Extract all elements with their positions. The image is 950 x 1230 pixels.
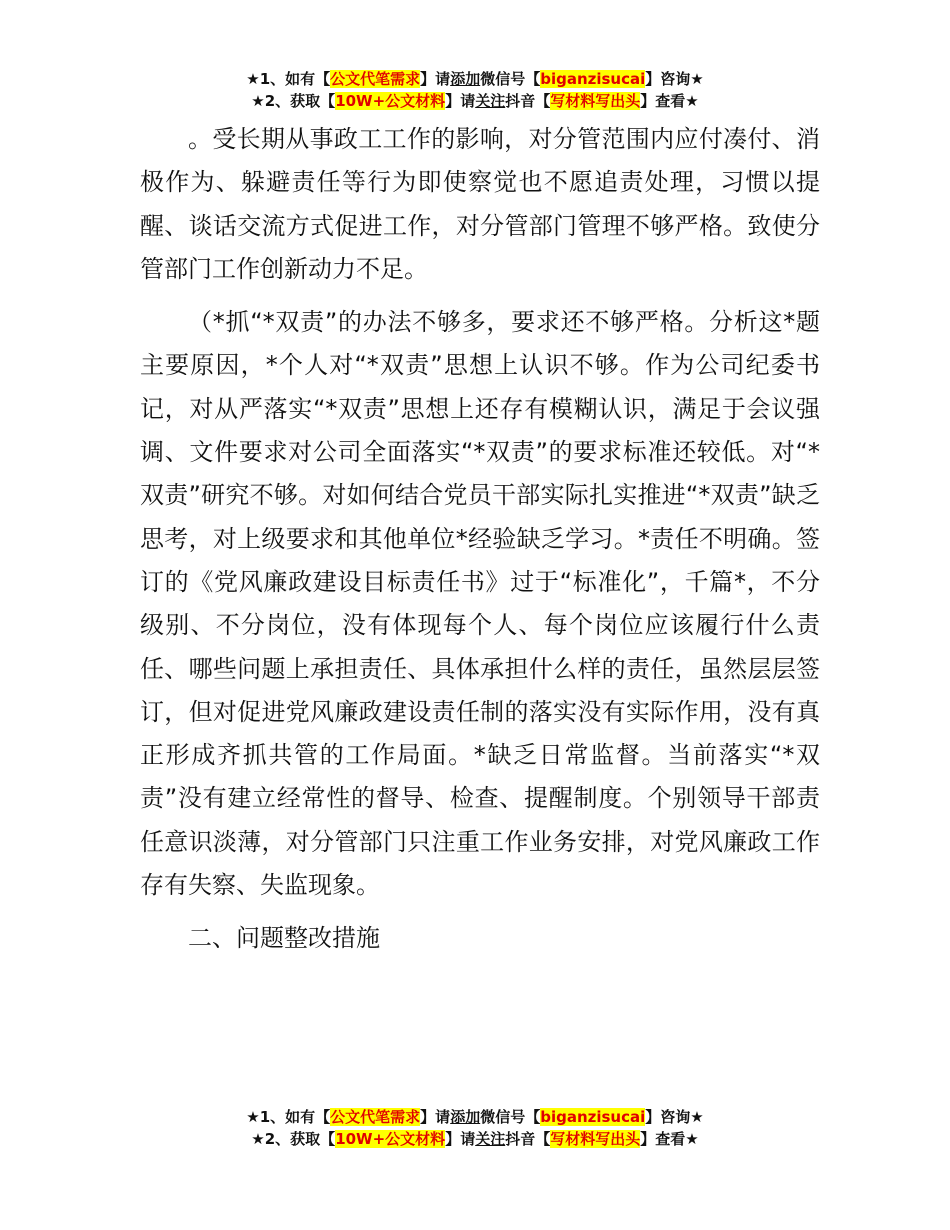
banner-text: 】查看★: [640, 92, 699, 110]
underlined-text: 关注: [475, 92, 506, 110]
highlight-materials: 10W+公文材料: [335, 1130, 446, 1148]
banner-text: 】咨询★: [645, 1108, 704, 1126]
banner-text: 抖音【: [505, 92, 551, 110]
banner-line-1: [0, 1106, 950, 1128]
banner-text: 微信号【: [480, 70, 541, 88]
banner-text: 】请: [420, 70, 451, 88]
banner-text: 微信号【: [480, 1108, 541, 1126]
banner-text: 】请: [445, 92, 476, 110]
banner-text: 】查看★: [640, 1130, 699, 1148]
banner-text: ★2、获取【: [251, 1130, 336, 1148]
header-banner: [0, 68, 950, 112]
banner-line-2: [0, 1128, 950, 1150]
banner-text: 抖音【: [505, 1130, 551, 1148]
highlight-service: 公文代笔需求: [330, 70, 421, 88]
banner-text: 】请: [445, 1130, 476, 1148]
paragraph-2: （*抓“*双责”的办法不够多，要求还不够严格。分析这*题主要原因，*个人对“*双责”思想上认识不够。作为公司纪委书记，对从严落实“*双责”思想上还存有模糊认识，满足于会议强调、文件要求对公司全面落实“*双责”的要求标准还较低。对“*双责”研究不够。对如何结合党员干部实际扎实推进“*双责”缺乏思考，对上级要求和其他单位*经验缺乏学习。*责任不明确。签订的《党风廉政建设目标责任书》过于“标准化”，千篇*，不分级别、不分岗位，没有体现每个人、每个岗位应该履行什么责任、哪些问题上承担责任、具体承担什么样的责任，虽然层层签订，但对促进党风廉政建设责任制的落实没有实际作用，没有真正形成齐抓共管的工作局面。*缺乏日常监督。当前落实“*双责”没有建立经常性的督导、检查、提醒制度。个别领导干部责任意识淡薄，对分管部门只注重工作业务安排，对党风廉政工作存有失察、失监现象。: [140, 308, 820, 900]
banner-text: 】请: [420, 1108, 451, 1126]
document-body: [140, 118, 820, 961]
paragraph-1: 。受长期从事政工工作的影响，对分管范围内应付凑付、消极作为、躲避责任等行为即使察觉也不愿追责处理，习惯以提醒、谈话交流方式促进工作，对分管部门管理不够严格。致使分管部门工作创新动力不足。: [140, 125, 820, 283]
banner-text: 】咨询★: [645, 70, 704, 88]
underlined-text: 添加: [450, 1108, 481, 1126]
underlined-text: 关注: [475, 1130, 506, 1148]
banner-text: ★1、如有【: [246, 1108, 331, 1126]
highlight-douyin-account: 写材料写出头: [550, 1130, 641, 1148]
banner-text: ★2、获取【: [251, 92, 336, 110]
highlight-materials: 10W+公文材料: [335, 92, 446, 110]
highlight-douyin-account: 写材料写出头: [550, 92, 641, 110]
highlight-wechat-id: biganzisucai: [540, 70, 646, 88]
section-heading: 二、问题整改措施: [188, 924, 380, 953]
banner-line-1: [0, 68, 950, 90]
banner-text: ★1、如有【: [246, 70, 331, 88]
banner-line-2: [0, 90, 950, 112]
highlight-wechat-id: biganzisucai: [540, 1108, 646, 1126]
highlight-service: 公文代笔需求: [330, 1108, 421, 1126]
underlined-text: 添加: [450, 70, 481, 88]
footer-banner: [0, 1106, 950, 1150]
